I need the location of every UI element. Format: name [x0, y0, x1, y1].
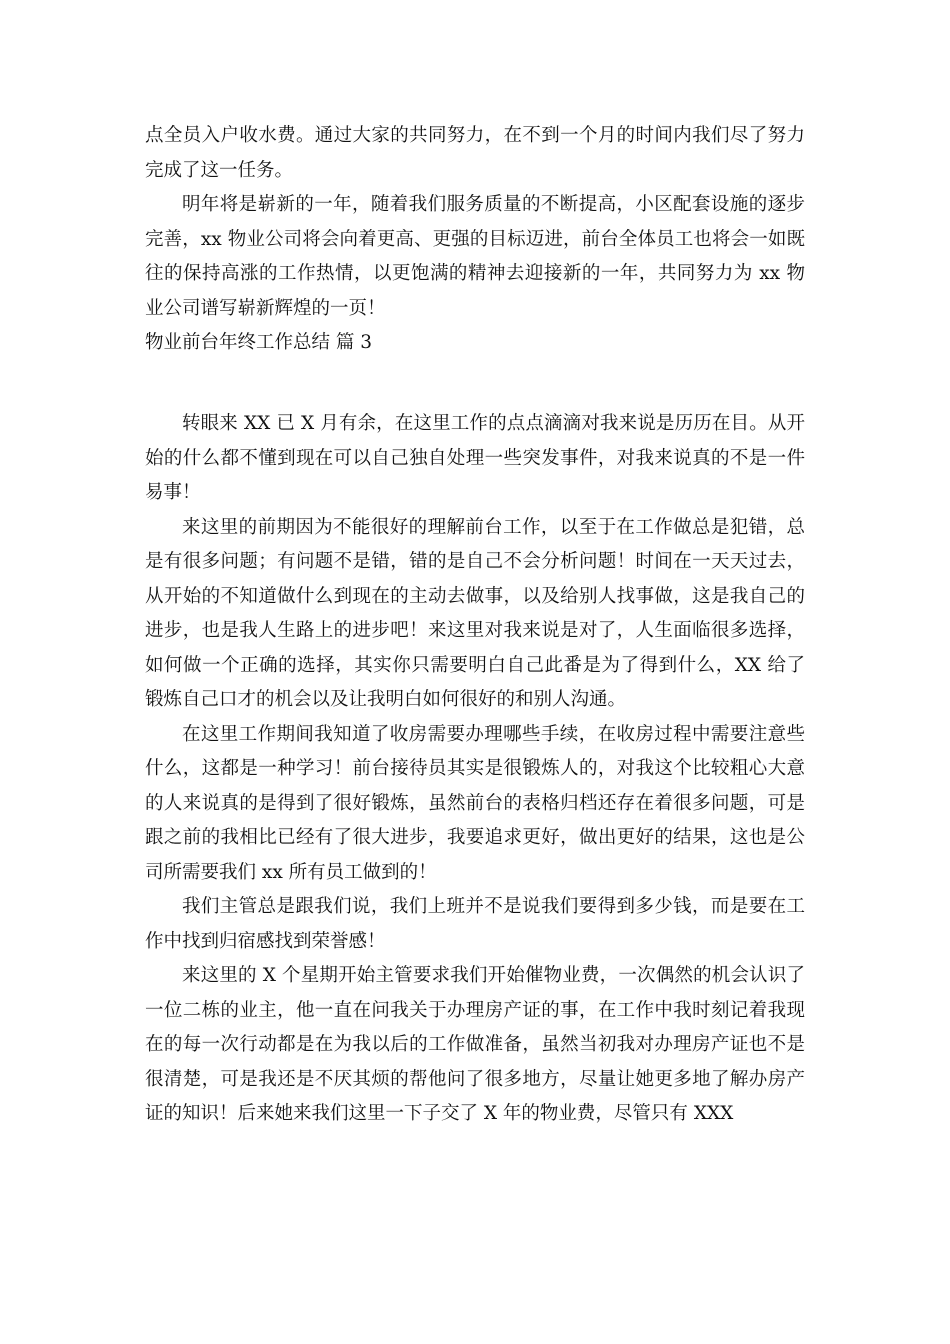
paragraph-3-1: 转眼来 XX 已 X 月有余，在这里工作的点点滴滴对我来说是历历在目。从开始的什么都不懂到现在可以自己独自处理一些突发事件，对我来说真的不是一件易事！	[145, 413, 805, 503]
paragraph-3-2: 来这里的前期因为不能很好的理解前台工作，以至于在工作做总是犯错，总是有很多问题；有问题不是错，错的是自己不会分析问题！时间在一天天过去，从开始的不知道做什么到现在的主动去做事，以及给别人找事做，这是我自己的进步，也是我人生路上的进步吧！来这里对我来说是对了，人生面临很多选择，如何做一个正确的选择，其实你只需要明白自己此番是为了得到什么，XX 给了锻炼自己口才的机会以及让我明白如何很好的和别人沟通。	[145, 516, 805, 710]
paragraph-3-5: 来这里的 X 个星期开始主管要求我们开始催物业费，一次偶然的机会认识了一位二栋的业主，他一直在问我关于办理房产证的事，在工作中我时刻记着我现在的每一次行动都是在为我以后的工作做准备，虽然当初我对办理房产证也不是很清楚，可是我还是不厌其烦的帮他问了很多地方，尽量让她更多地了解办房产证的知识！后来她来我们这里一下子交了 X 年的物业费，尽管只有 XXX	[145, 965, 805, 1124]
paragraph-3-4: 我们主管总是跟我们说，我们上班并不是说我们要得到多少钱，而是要在工作中找到归宿感找到荣誉感！	[145, 896, 805, 952]
paragraph-prev-2: 明年将是崭新的一年，随着我们服务质量的不断提高，小区配套设施的逐步完善，xx 物业公司将会向着更高、更强的目标迈进，前台全体员工也将会一如既往的保持高涨的工作热情，以更饱满的精神去迎接新的一年，共同努力为 xx 物业公司谱写崭新辉煌的一页！	[145, 194, 805, 319]
section-heading: 物业前台年终工作总结 篇 3	[145, 332, 373, 353]
paragraph-prev-1: 点全员入户收水费。通过大家的共同努力，在不到一个月的时间内我们尽了努力完成了这一任务。	[145, 125, 805, 181]
paragraph-3-3: 在这里工作期间我知道了收房需要办理哪些手续，在收房过程中需要注意些什么，这都是一种学习！前台接待员其实是很锻炼人的，对我这个比较粗心大意的人来说真的是得到了很好锻炼，虽然前台的表格归档还存在着很多问题，可是跟之前的我相比已经有了很大进步，我要追求更好，做出更好的结果，这也是公司所需要我们 xx 所有员工做到的！	[145, 723, 805, 883]
previous-section-body	[145, 119, 805, 360]
section-3-body	[145, 407, 805, 1132]
